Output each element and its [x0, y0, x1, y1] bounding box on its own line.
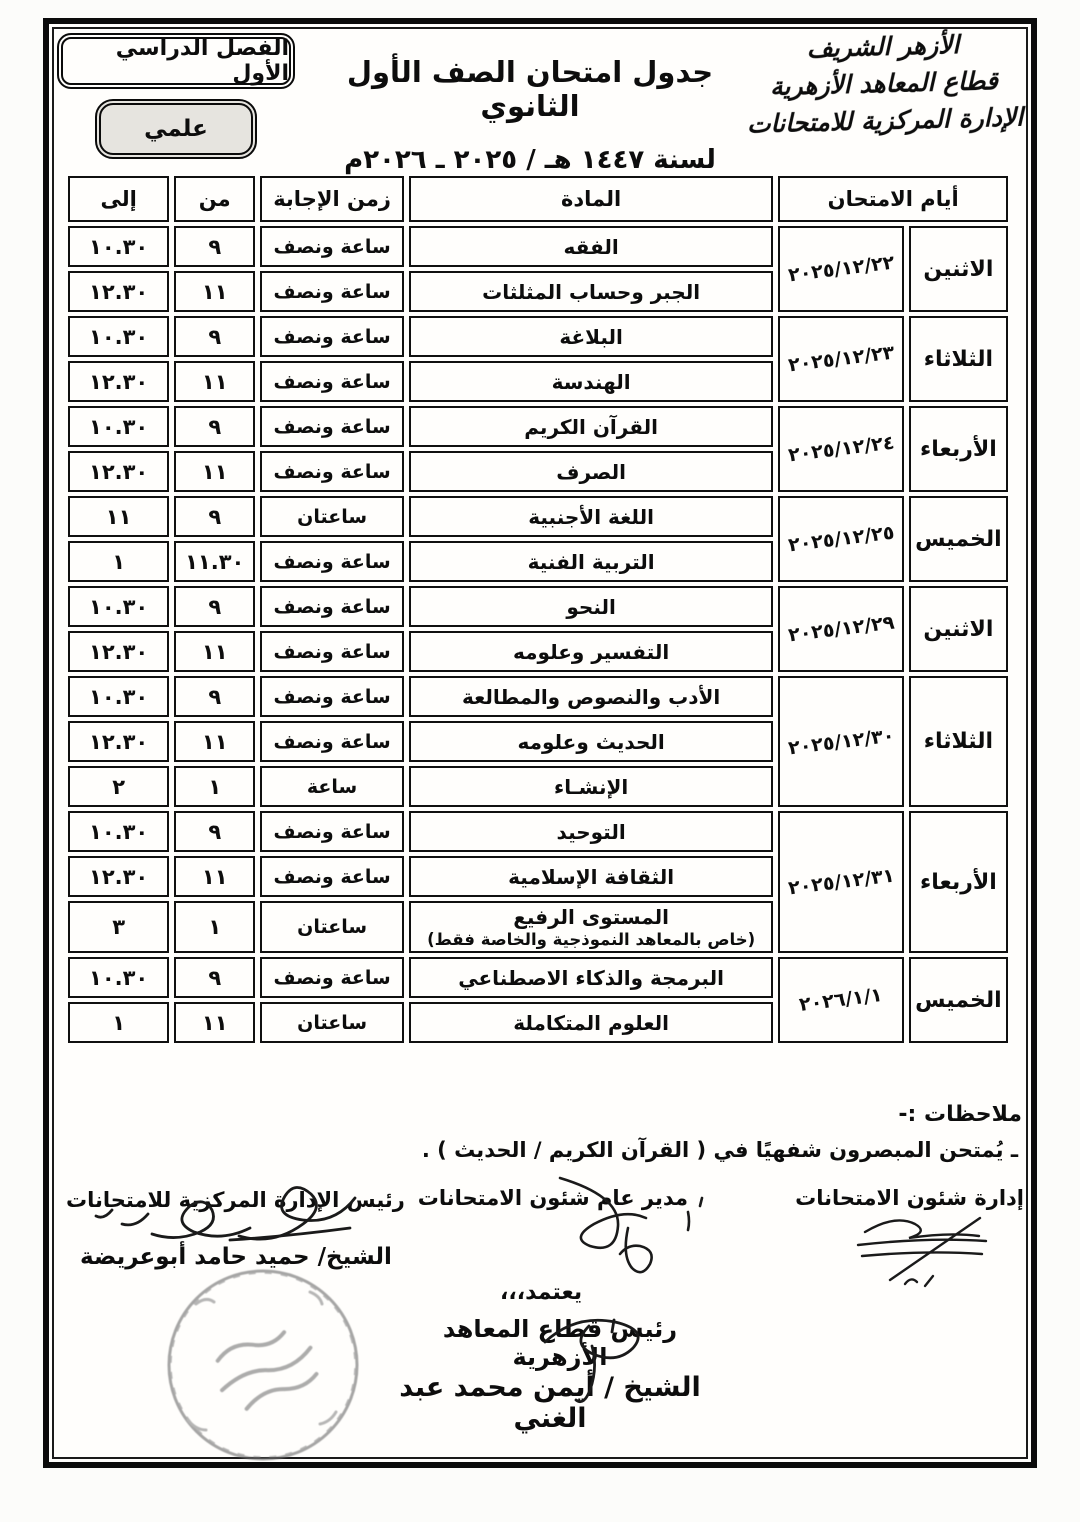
to-cell: ١٢.٣٠ — [68, 856, 169, 897]
to-cell: ١٠.٣٠ — [68, 676, 169, 717]
day-group-wednesday-2 — [68, 811, 1008, 953]
duration-cell: ساعة ونصف — [260, 676, 404, 717]
org-line-azhar: الأزهر الشريف — [806, 30, 960, 64]
subject-main: المستوى الرفيع — [513, 905, 670, 929]
from-cell: ٩ — [174, 811, 255, 852]
to-cell: ١ — [68, 541, 169, 582]
track-label: علمي — [144, 116, 208, 142]
exam-date-text: ٢٠٢٥/١٢/٢٢ — [786, 251, 896, 287]
from-cell: ٩ — [174, 586, 255, 627]
signature-name-central-admin-chief: الشيخ/ حميد حامد أبوعريضة — [80, 1244, 392, 1270]
approval-name: الشيخ / أيمن محمد عبد الغني — [399, 1372, 701, 1434]
subject-cell: التوحيد — [409, 811, 773, 852]
subject-cell: الأدب والنصوص والمطالعة — [409, 676, 773, 717]
header-row — [68, 176, 1008, 222]
exam-date-text: ٢٠٢٦/١/١ — [798, 983, 884, 1017]
day-group-monday-2 — [68, 586, 1008, 672]
table-row — [68, 811, 1008, 852]
track-badge — [95, 99, 257, 159]
duration-cell: ساعة ونصف — [260, 811, 404, 852]
subject-cell: الإنشـاء — [409, 766, 773, 807]
subject-cell: اللغة الأجنبية — [409, 496, 773, 537]
subject-cell: الثقافة الإسلامية — [409, 856, 773, 897]
table-row — [68, 406, 1008, 447]
exam-date-text: ٢٠٢٥/١٢/٢٩ — [786, 611, 896, 647]
exam-schedule-table — [63, 172, 1013, 1047]
signature-title-central-admin-chief: رئيس الإدارة المركزية للامتحانات — [66, 1188, 405, 1212]
from-cell: ١ — [174, 901, 255, 953]
subject-cell: التربية الفنية — [409, 541, 773, 582]
to-cell: ١٢.٣٠ — [68, 361, 169, 402]
subject-cell: الفقه — [409, 226, 773, 267]
subject-cell: الهندسة — [409, 361, 773, 402]
duration-cell: ساعة ونصف — [260, 271, 404, 312]
subject-cell: البلاغة — [409, 316, 773, 357]
subject-cell: الجبر وحساب المثلثات — [409, 271, 773, 312]
exam-date — [778, 957, 904, 1043]
from-cell: ١١ — [174, 1002, 255, 1043]
exam-day: الاثنين — [909, 226, 1008, 312]
exam-date — [778, 316, 904, 402]
subject-cell: العلوم المتكاملة — [409, 1002, 773, 1043]
exam-day: الثلاثاء — [909, 316, 1008, 402]
approval-title: رئيس قطاع المعاهد الأزهرية — [442, 1315, 678, 1371]
duration-cell: ساعة ونصف — [260, 631, 404, 672]
to-cell: ١ — [68, 1002, 169, 1043]
organization-header — [739, 24, 1030, 143]
duration-cell: ساعة ونصف — [260, 586, 404, 627]
exam-day: الخميس — [909, 957, 1008, 1043]
table-row — [68, 226, 1008, 267]
subject-cell — [409, 901, 773, 953]
to-cell: ١١ — [68, 496, 169, 537]
subject-note: (خاص بالمعاهد النموذجية والخاصة فقط) — [427, 930, 756, 949]
subject-cell: التفسير وعلومه — [409, 631, 773, 672]
table-row — [68, 316, 1008, 357]
to-cell: ٣ — [68, 901, 169, 953]
notes-heading: ملاحظات :- — [898, 1102, 1022, 1127]
exam-date — [778, 586, 904, 672]
table-row — [68, 957, 1008, 998]
day-group-thursday-1 — [68, 496, 1008, 582]
from-cell: ١١ — [174, 721, 255, 762]
title-line-2: لسنة ١٤٤٧ هـ / ٢٠٢٥ ـ ٢٠٢٦م — [344, 145, 716, 175]
from-cell: ١١ — [174, 271, 255, 312]
duration-cell: ساعة ونصف — [260, 406, 404, 447]
from-cell: ١١ — [174, 361, 255, 402]
exam-day: الاثنين — [909, 586, 1008, 672]
col-header-subject: المادة — [409, 176, 773, 222]
from-cell: ٩ — [174, 226, 255, 267]
from-cell: ٩ — [174, 406, 255, 447]
to-cell: ١٠.٣٠ — [68, 811, 169, 852]
to-cell: ١٠.٣٠ — [68, 316, 169, 357]
exam-date-text: ٢٠٢٥/١٢/٢٣ — [786, 341, 896, 377]
from-cell: ١١ — [174, 856, 255, 897]
exam-date-text: ٢٠٢٥/١٢/٣٠ — [786, 724, 896, 759]
day-group-wednesday-1 — [68, 406, 1008, 492]
duration-cell: ساعة — [260, 766, 404, 807]
semester-label: الفصل الدراسي الأول — [115, 36, 289, 86]
subject-cell: القرآن الكريم — [409, 406, 773, 447]
subject-cell: الحديث وعلومه — [409, 721, 773, 762]
org-line-sector: قطاع المعاهد الأزهرية — [769, 66, 999, 101]
exam-date-text: ٢٠٢٥/١٢/٢٤ — [786, 431, 896, 467]
exam-day: الخميس — [909, 496, 1008, 582]
exam-day: الأربعاء — [909, 811, 1008, 953]
exam-date — [778, 676, 904, 807]
to-cell: ١٠.٣٠ — [68, 406, 169, 447]
exam-date-text: ٢٠٢٥/١٢/٣١ — [786, 864, 896, 900]
org-line-central-admin: الإدارة المركزية للامتحانات — [746, 102, 1024, 139]
duration-cell: ساعة ونصف — [260, 856, 404, 897]
exam-date — [778, 226, 904, 312]
table-row — [68, 676, 1008, 717]
signature-title-exams-affairs: إدارة شئون الامتحانات — [795, 1186, 1024, 1210]
to-cell: ١٠.٣٠ — [68, 586, 169, 627]
to-cell: ٢ — [68, 766, 169, 807]
to-cell: ١٠.٣٠ — [68, 957, 169, 998]
to-cell: ١٠.٣٠ — [68, 226, 169, 267]
duration-cell: ساعة ونصف — [260, 316, 404, 357]
to-cell: ١٢.٣٠ — [68, 271, 169, 312]
to-cell: ١٢.٣٠ — [68, 631, 169, 672]
duration-cell: ساعة ونصف — [260, 226, 404, 267]
duration-cell: ساعتان — [260, 901, 404, 953]
day-group-tuesday-2 — [68, 676, 1008, 807]
title-line-1: جدول امتحان الصف الأول الثانوي — [346, 55, 714, 123]
day-group-monday-1 — [68, 226, 1008, 312]
exam-date — [778, 811, 904, 953]
from-cell: ١ — [174, 766, 255, 807]
exam-date-text: ٢٠٢٥/١٢/٢٥ — [786, 521, 896, 557]
signature-title-general-director: مدير عام شئون الامتحانات — [417, 1186, 688, 1210]
from-cell: ١١ — [174, 631, 255, 672]
duration-cell: ساعتان — [260, 1002, 404, 1043]
semester-badge — [57, 33, 295, 89]
day-group-thursday-2 — [68, 957, 1008, 1043]
from-cell: ١١.٣٠ — [174, 541, 255, 582]
from-cell: ٩ — [174, 496, 255, 537]
duration-cell: ساعة ونصف — [260, 361, 404, 402]
duration-cell: ساعة ونصف — [260, 451, 404, 492]
col-header-exam-days: أيام الامتحان — [778, 176, 1008, 222]
from-cell: ١١ — [174, 451, 255, 492]
note-oral-exam: ـ يُمتحن المبصرون شفهيًا في ( القرآن الكريم / الحديث ) . — [421, 1138, 1018, 1162]
duration-cell: ساعة ونصف — [260, 721, 404, 762]
subject-cell: النحو — [409, 586, 773, 627]
duration-cell: ساعة ونصف — [260, 541, 404, 582]
duration-cell: ساعة ونصف — [260, 957, 404, 998]
exam-date — [778, 406, 904, 492]
col-header-from: من — [174, 176, 255, 222]
to-cell: ١٢.٣٠ — [68, 721, 169, 762]
table-row — [68, 496, 1008, 537]
document-title — [320, 55, 740, 175]
exam-day: الثلاثاء — [909, 676, 1008, 807]
subject-cell: البرمجة والذكاء الاصطناعي — [409, 957, 773, 998]
from-cell: ٩ — [174, 957, 255, 998]
col-header-duration: زمن الإجابة — [260, 176, 404, 222]
exam-date — [778, 496, 904, 582]
to-cell: ١٢.٣٠ — [68, 451, 169, 492]
duration-cell: ساعتان — [260, 496, 404, 537]
subject-cell: الصرف — [409, 451, 773, 492]
table-row — [68, 586, 1008, 627]
from-cell: ٩ — [174, 316, 255, 357]
exam-day: الأربعاء — [909, 406, 1008, 492]
approval-word: يعتمد،،، — [500, 1280, 583, 1305]
day-group-tuesday-1 — [68, 316, 1008, 402]
col-header-to: إلى — [68, 176, 169, 222]
from-cell: ٩ — [174, 676, 255, 717]
